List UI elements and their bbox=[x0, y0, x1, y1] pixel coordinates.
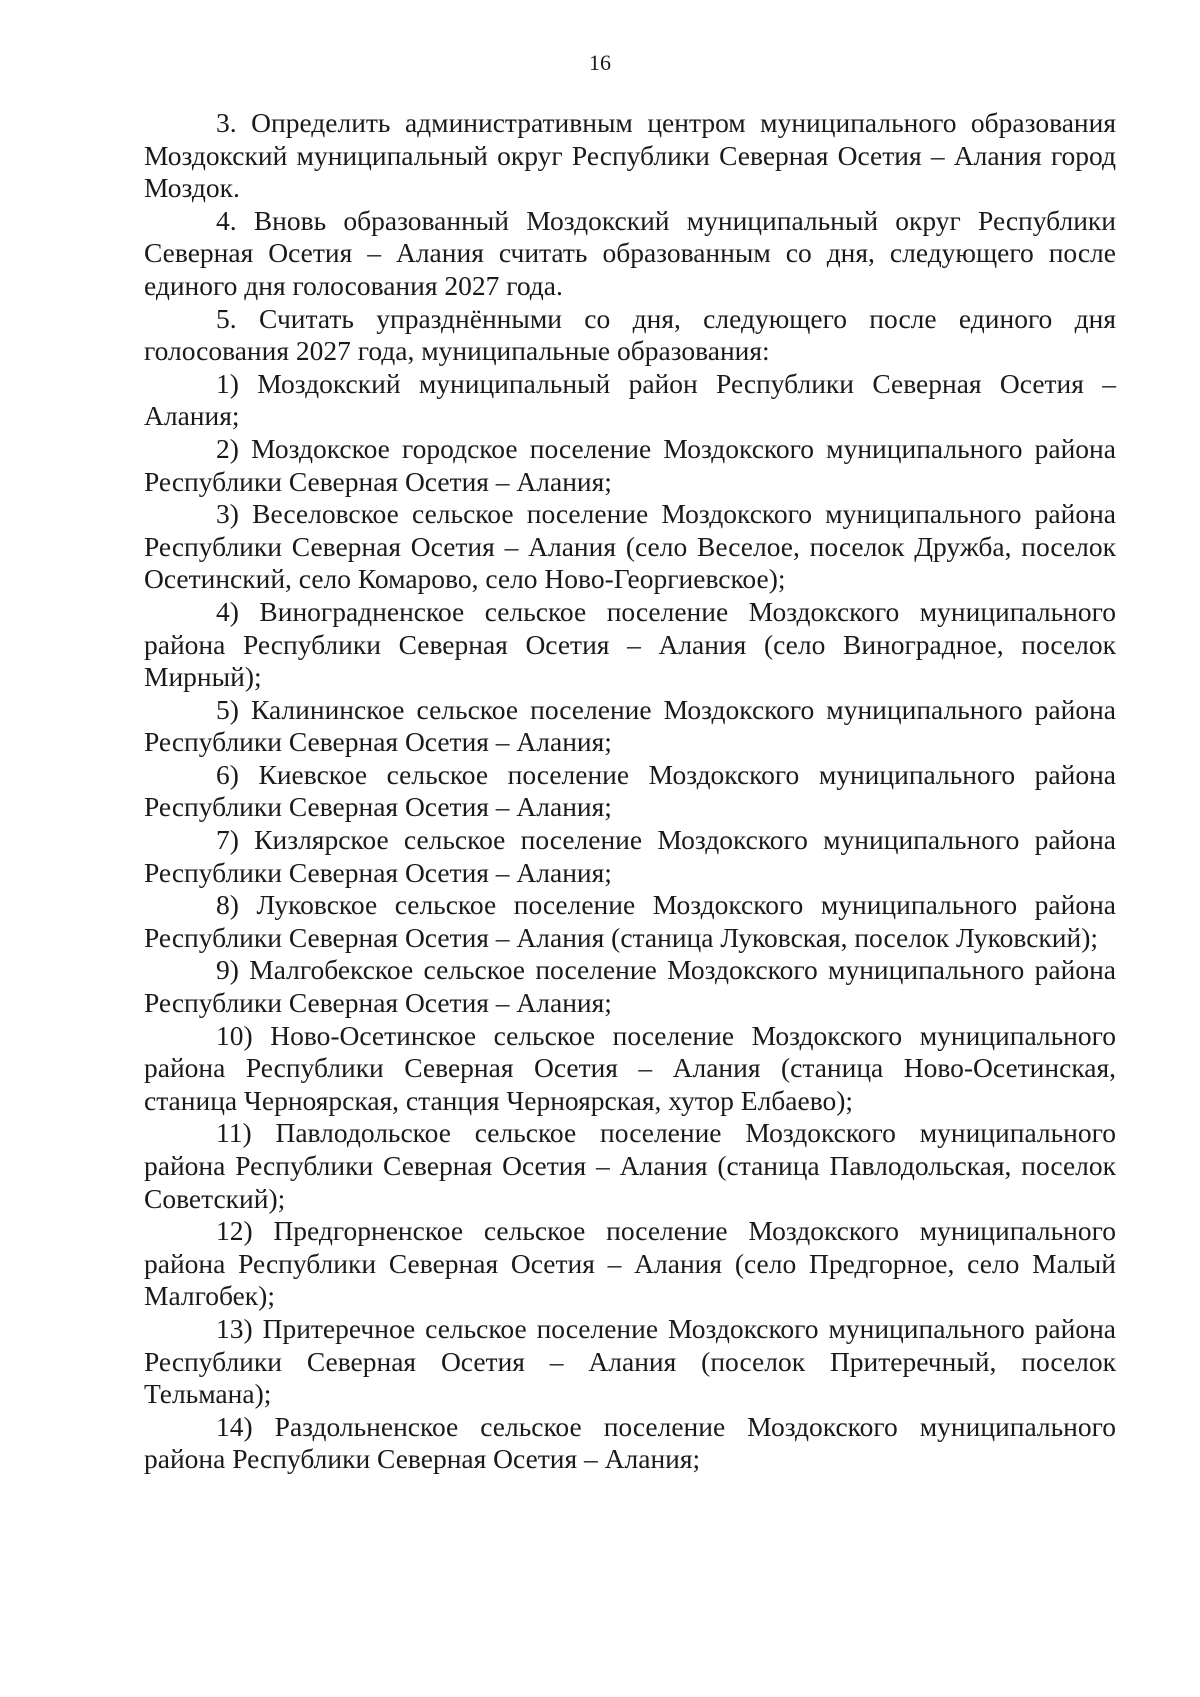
list-item-9: 9) Малгобекское сельское поселение Моздокского муниципального района Республики Северная Осетия – Алания; bbox=[144, 954, 1116, 1019]
list-item-13: 13) Притеречное сельское поселение Моздокского муниципального района Республики Северная Осетия – Алания (поселок Притеречный, поселок Тельмана); bbox=[144, 1312, 1116, 1410]
list-item-1: 1) Моздокский муниципальный район Республики Северная Осетия – Алания; bbox=[144, 367, 1116, 432]
list-item-14: 14) Раздольненское сельское поселение Моздокского муниципального района Республики Северная Осетия – Алания; bbox=[144, 1410, 1116, 1475]
list-item-7: 7) Кизлярское сельское поселение Моздокского муниципального района Республики Северная Осетия – Алания; bbox=[144, 824, 1116, 888]
list-item-12: 12) Предгорненское сельское поселение Моздокского муниципального района Республики Северная Осетия – Алания (село Предгорное, село Малый Малгобек); bbox=[144, 1215, 1116, 1312]
paragraph-4: 4. Вновь образованный Моздокский муниципальный округ Республики Северная Осетия – Алания считать образованным со дня, следующего после единого дня голосования 2027 года. bbox=[144, 204, 1116, 301]
document-body bbox=[144, 107, 1116, 1476]
list-item-8: 8) Луковское сельское поселение Моздокского муниципального района Республики Северная Осетия – Алания (станица Луковская, поселок Луковский); bbox=[144, 889, 1116, 953]
paragraph-5: 5. Считать упразднёнными со дня, следующего после единого дня голосования 2027 года, муниципальные образования: bbox=[144, 302, 1116, 367]
list-item-5: 5) Калининское сельское поселение Моздокского муниципального района Республики Северная Осетия – Алания; bbox=[144, 693, 1116, 758]
list-item-3: 3) Веселовское сельское поселение Моздокского муниципального района Республики Северная Осетия – Алания (село Веселое, поселок Дружба, поселок Осетинский, село Комарово, село Ново-Георгиевское); bbox=[144, 498, 1116, 595]
list-item-4: 4) Виноградненское сельское поселение Моздокского муниципального района Республики Северная Осетия – Алания (село Виноградное, поселок Мирный); bbox=[144, 595, 1116, 693]
list-item-6: 6) Киевское сельское поселение Моздокского муниципального района Республики Северная Осетия – Алания; bbox=[144, 758, 1116, 823]
page-number: 16 bbox=[589, 50, 611, 75]
list-item-10: 10) Ново-Осетинское сельское поселение Моздокского муниципального района Республики Северная Осетия – Алания (станица Ново-Осетинская, станица Черноярская, станция Черноярская, хутор Елбаево); bbox=[144, 1019, 1116, 1116]
list-item-2: 2) Моздокское городское поселение Моздокского муниципального района Республики Северная Осетия – Алания; bbox=[144, 432, 1116, 497]
paragraph-3: 3. Определить административным центром муниципального образования Моздокский муниципальный округ Республики Северная Осетия – Алания город Моздок. bbox=[144, 107, 1116, 204]
list-item-11: 11) Павлодольское сельское поселение Моздокского муниципального района Республики Северная Осетия – Алания (станица Павлодольская, поселок Советский); bbox=[144, 1117, 1116, 1214]
